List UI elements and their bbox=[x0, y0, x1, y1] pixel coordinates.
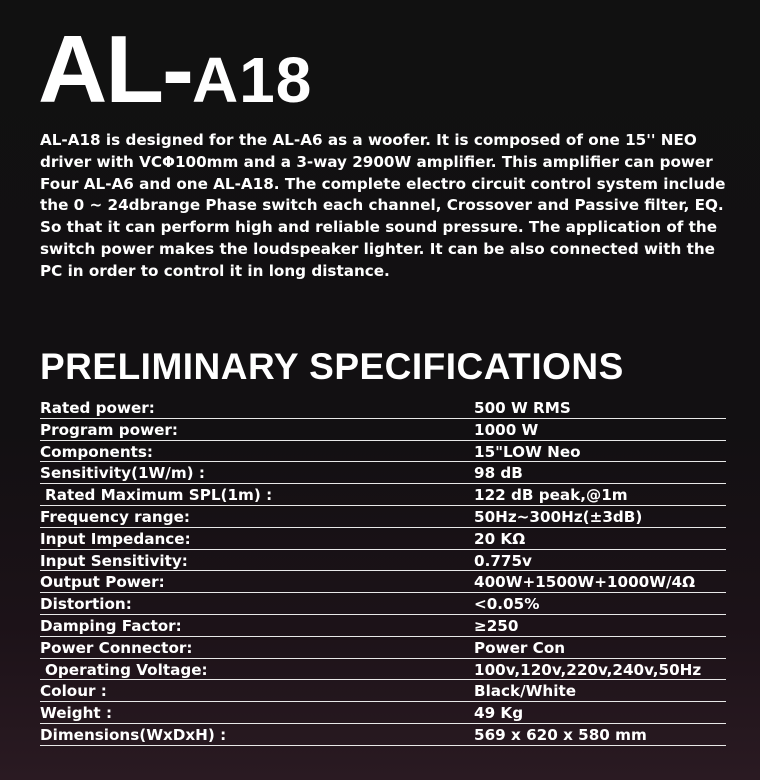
spec-row bbox=[40, 680, 726, 702]
spec-value: 20 KΩ bbox=[474, 529, 526, 548]
spec-value: 569 x 620 x 580 mm bbox=[474, 725, 647, 744]
spec-row bbox=[40, 528, 726, 550]
spec-label: Components: bbox=[40, 442, 154, 461]
spec-row bbox=[40, 397, 726, 419]
spec-label: Rated Maximum SPL(1m) : bbox=[45, 486, 273, 505]
spec-row bbox=[40, 593, 726, 615]
spec-value: 400W+1500W+1000W/4Ω bbox=[474, 573, 695, 592]
spec-label: Frequency range: bbox=[40, 507, 190, 526]
spec-row bbox=[40, 615, 726, 637]
product-title-prefix: AL- bbox=[38, 16, 192, 123]
spec-value: 0.775v bbox=[474, 551, 532, 570]
spec-value: 49 Kg bbox=[474, 704, 524, 723]
spec-label: Input Sensitivity: bbox=[40, 551, 188, 570]
spec-value: 100v,120v,220v,240v,50Hz bbox=[474, 660, 702, 679]
spec-row bbox=[40, 506, 726, 528]
specs-heading: PRELIMINARY SPECIFICATIONS bbox=[40, 346, 624, 387]
spec-row bbox=[40, 484, 726, 506]
spec-row bbox=[40, 571, 726, 593]
product-description: AL-A18 is designed for the AL-A6 as a woofer. It is composed of one 15'' NEO driver with VCΦ100mm and a 3-way 2900W amplifier. This amplifier can power Four AL-A6 and one AL-A18. The complete electro circuit control system include the 0 ~ 24dbrange Phase switch each channel, Crossover and Passive filter, EQ. So that it can perform high and reliable sound pressure. The application of the switch power makes the loudspeaker lighter. It can be also connected with the PC in order to control it in long distance. bbox=[40, 131, 726, 280]
spec-value: 500 W RMS bbox=[474, 399, 571, 417]
spec-value: Black/White bbox=[474, 682, 577, 701]
spec-label: Rated power: bbox=[40, 399, 155, 417]
spec-label: Distortion: bbox=[40, 595, 132, 614]
product-title-model: A18 bbox=[191, 44, 313, 116]
spec-label: Input Impedance: bbox=[40, 529, 191, 548]
spec-label: Colour : bbox=[40, 682, 107, 701]
spec-row bbox=[40, 419, 726, 441]
spec-row bbox=[40, 441, 726, 463]
spec-label: Power Connector: bbox=[40, 638, 193, 657]
spec-row bbox=[40, 462, 726, 484]
spec-value: <0.05% bbox=[474, 595, 540, 614]
spec-value: 1000 W bbox=[474, 420, 539, 439]
spec-row bbox=[40, 550, 726, 572]
spec-value: 98 dB bbox=[474, 464, 523, 483]
spec-value: 50Hz~300Hz(±3dB) bbox=[474, 507, 643, 526]
spec-value: ≥250 bbox=[474, 616, 519, 635]
spec-row bbox=[40, 637, 726, 659]
specs-table bbox=[40, 397, 726, 746]
spec-label: Operating Voltage: bbox=[45, 660, 208, 679]
spec-value: 15"LOW Neo bbox=[474, 442, 581, 461]
spec-value: Power Con bbox=[474, 638, 566, 657]
spec-row bbox=[40, 724, 726, 746]
spec-row bbox=[40, 702, 726, 724]
spec-label: Sensitivity(1W/m) : bbox=[40, 464, 205, 483]
product-title bbox=[38, 16, 313, 123]
spec-value: 122 dB peak,@1m bbox=[474, 486, 628, 505]
spec-label: Damping Factor: bbox=[40, 616, 182, 635]
spec-row bbox=[40, 659, 726, 681]
spec-label: Program power: bbox=[40, 420, 178, 439]
spec-label: Dimensions(WxDxH) : bbox=[40, 725, 227, 744]
spec-label: Weight : bbox=[40, 704, 113, 723]
spec-label: Output Power: bbox=[40, 573, 165, 592]
